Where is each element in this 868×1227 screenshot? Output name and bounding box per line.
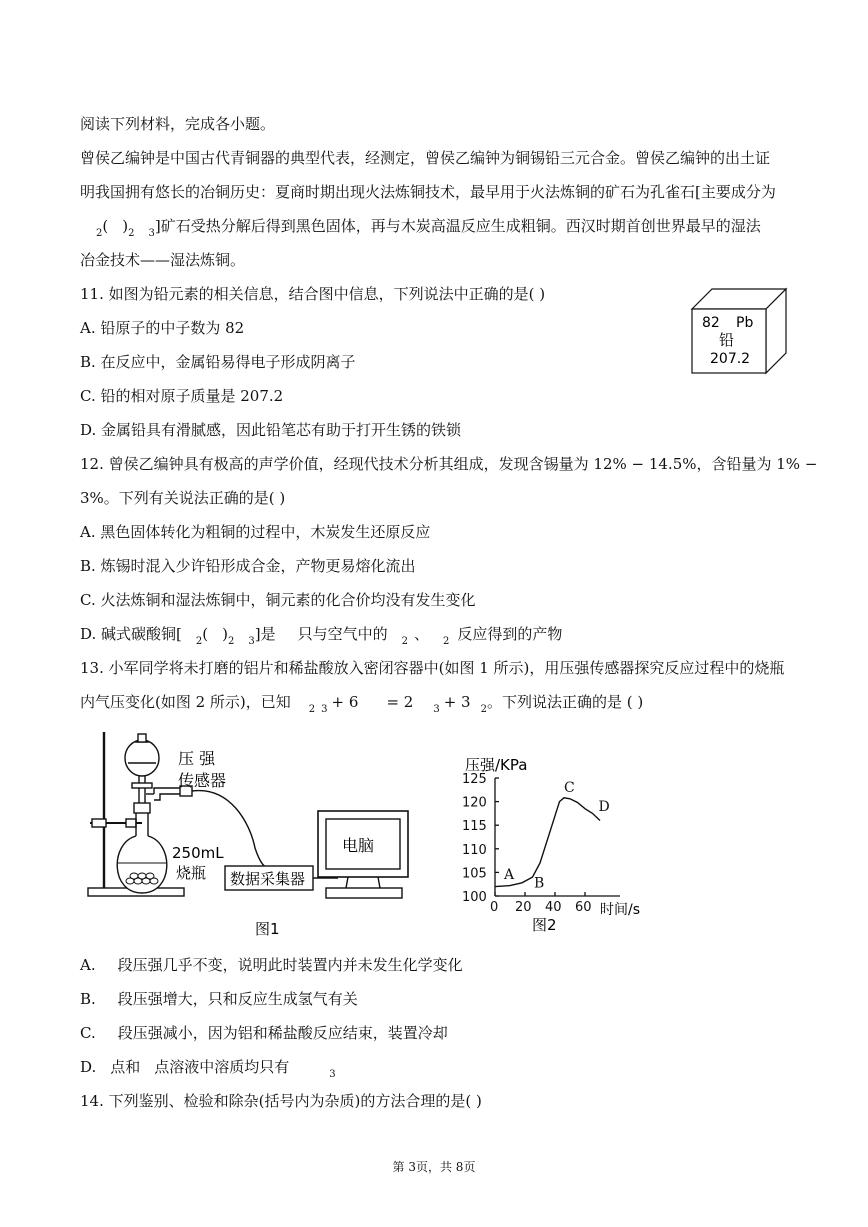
y-tick-label: 105: [462, 866, 487, 882]
x-tick-label: 20: [515, 900, 532, 915]
q12-option-b: B. 炼锡时混入少许铅形成合金，产物更易熔化流出: [80, 557, 416, 575]
q13-option-c: C. 段压强减小，因为铝和稀盐酸反应结束，装置冷却: [80, 1024, 448, 1042]
q13-option-a: A. 段压强几乎不变，说明此时装置内并未发生化学变化: [80, 956, 463, 974]
sensor-label-1: 压 强: [178, 749, 216, 768]
material-line-4: 冶金技术——湿法炼铜。: [80, 251, 246, 269]
q12-option-c: C. 火法炼铜和湿法炼铜中，铜元素的化合价均没有发生变化: [80, 591, 476, 609]
sensor-label-2: 传感器: [178, 771, 227, 790]
point-label-C: C: [564, 780, 575, 797]
x-axis-label: 时间/s: [600, 902, 641, 918]
flask-label: 烧瓶: [176, 864, 207, 882]
point-label-A: A: [504, 867, 515, 884]
q13-stem-1: 13. 小军同学将未打磨的铝片和稀盐酸放入密闭容器中(如图 1 所示)，用压强传感器探究反应过程中的烧瓶: [80, 659, 785, 677]
q12-option-d: D. 碱式碳酸铜[ $_2$( )$_2$ $_3$]是 只与空气中的 $_2$ 、 $_2$ 反应得到的产物: [80, 625, 563, 647]
q11-option-c: C. 铅的相对原子质量是 207.2: [80, 387, 284, 405]
material-line-2: 明我国拥有悠长的冶铜历史：夏商时期出现火法炼铜技术，最早用于火法炼铜的矿石为孔雀石[主要成分为: [80, 183, 776, 201]
x-tick-label: 60: [575, 900, 592, 915]
q11-option-d: D. 金属铅具有滑腻感，因此铅笔芯有助于打开生锈的铁锁: [80, 421, 462, 439]
element-name: 铅: [719, 331, 735, 349]
lead-element-card: [690, 287, 790, 377]
y-tick-label: 115: [462, 819, 487, 835]
page-footer: 第 3页，共 8页: [392, 1160, 476, 1174]
q12-stem-2: 3%。下列有关说法正确的是( ): [80, 489, 286, 507]
y-tick-label: 100: [462, 890, 487, 905]
q12-stem-1: 12. 曾侯乙编钟具有极高的声学价值，经现代技术分析其组成，发现含锡量为 12% − 14.5%，含铅量为 1% −: [80, 455, 818, 473]
q13-option-d: D. 点和 点溶液中溶质均只有 $_3$: [80, 1058, 336, 1080]
flask-volume-label: 250mL: [172, 844, 224, 862]
q11-option-a: A. 铅原子的中子数为 82: [80, 319, 245, 337]
point-label-D: D: [598, 799, 610, 816]
material-line-1: 曾侯乙编钟是中国古代青铜器的典型代表，经测定，曾侯乙编钟为铜锡铅三元合金。曾侯乙编钟的出土证: [80, 149, 771, 167]
q12-option-a: A. 黑色固体转化为粗铜的过程中，木炭发生还原反应: [80, 523, 431, 541]
figure-1-caption: 图1: [255, 920, 280, 938]
data-collector-label: 数据采集器: [230, 870, 306, 888]
q11-stem: 11. 如图为铅元素的相关信息，结合图中信息，下列说法中正确的是( ): [80, 285, 546, 303]
point-label-B: B: [534, 875, 545, 892]
computer-label: 电脑: [342, 836, 375, 855]
y-axis-label: 压强/KPa: [465, 756, 528, 774]
atomic-mass: 207.2: [710, 351, 751, 367]
material-line-3: $_2$( )$_2$ $_3$]矿石受热分解后得到黑色固体，再与木炭高温反应生成粗铜。西汉时期首创世界最早的湿法: [96, 217, 761, 239]
reading-instruction: 阅读下列材料，完成各小题。: [80, 115, 276, 133]
figure-2-pressure-chart: [460, 750, 660, 940]
y-tick-label: 120: [462, 795, 487, 811]
q14-stem: 14. 下列鉴别、检验和除杂(括号内为杂质)的方法合理的是( ): [80, 1092, 482, 1110]
x-tick-label: 0: [490, 900, 499, 915]
figure-1-apparatus: [80, 728, 420, 943]
q13-option-b: B. 段压强增大，只和反应生成氢气有关: [80, 990, 358, 1008]
q11-option-b: B. 在反应中，金属铅易得电子形成阴离子: [80, 353, 356, 371]
element-symbol: Pb: [736, 315, 754, 331]
atomic-number: 82: [702, 315, 720, 331]
figure-2-caption: 图2: [532, 916, 557, 934]
q13-stem-2: 内气压变化(如图 2 所示)，已知 $_2$ $_3$ + 6 = 2 $_3$ + 3 $_2$。下列说法正确的是 ( ): [80, 693, 644, 715]
y-tick-label: 125: [462, 772, 487, 787]
x-tick-label: 40: [545, 900, 562, 915]
y-tick-label: 110: [462, 842, 487, 858]
